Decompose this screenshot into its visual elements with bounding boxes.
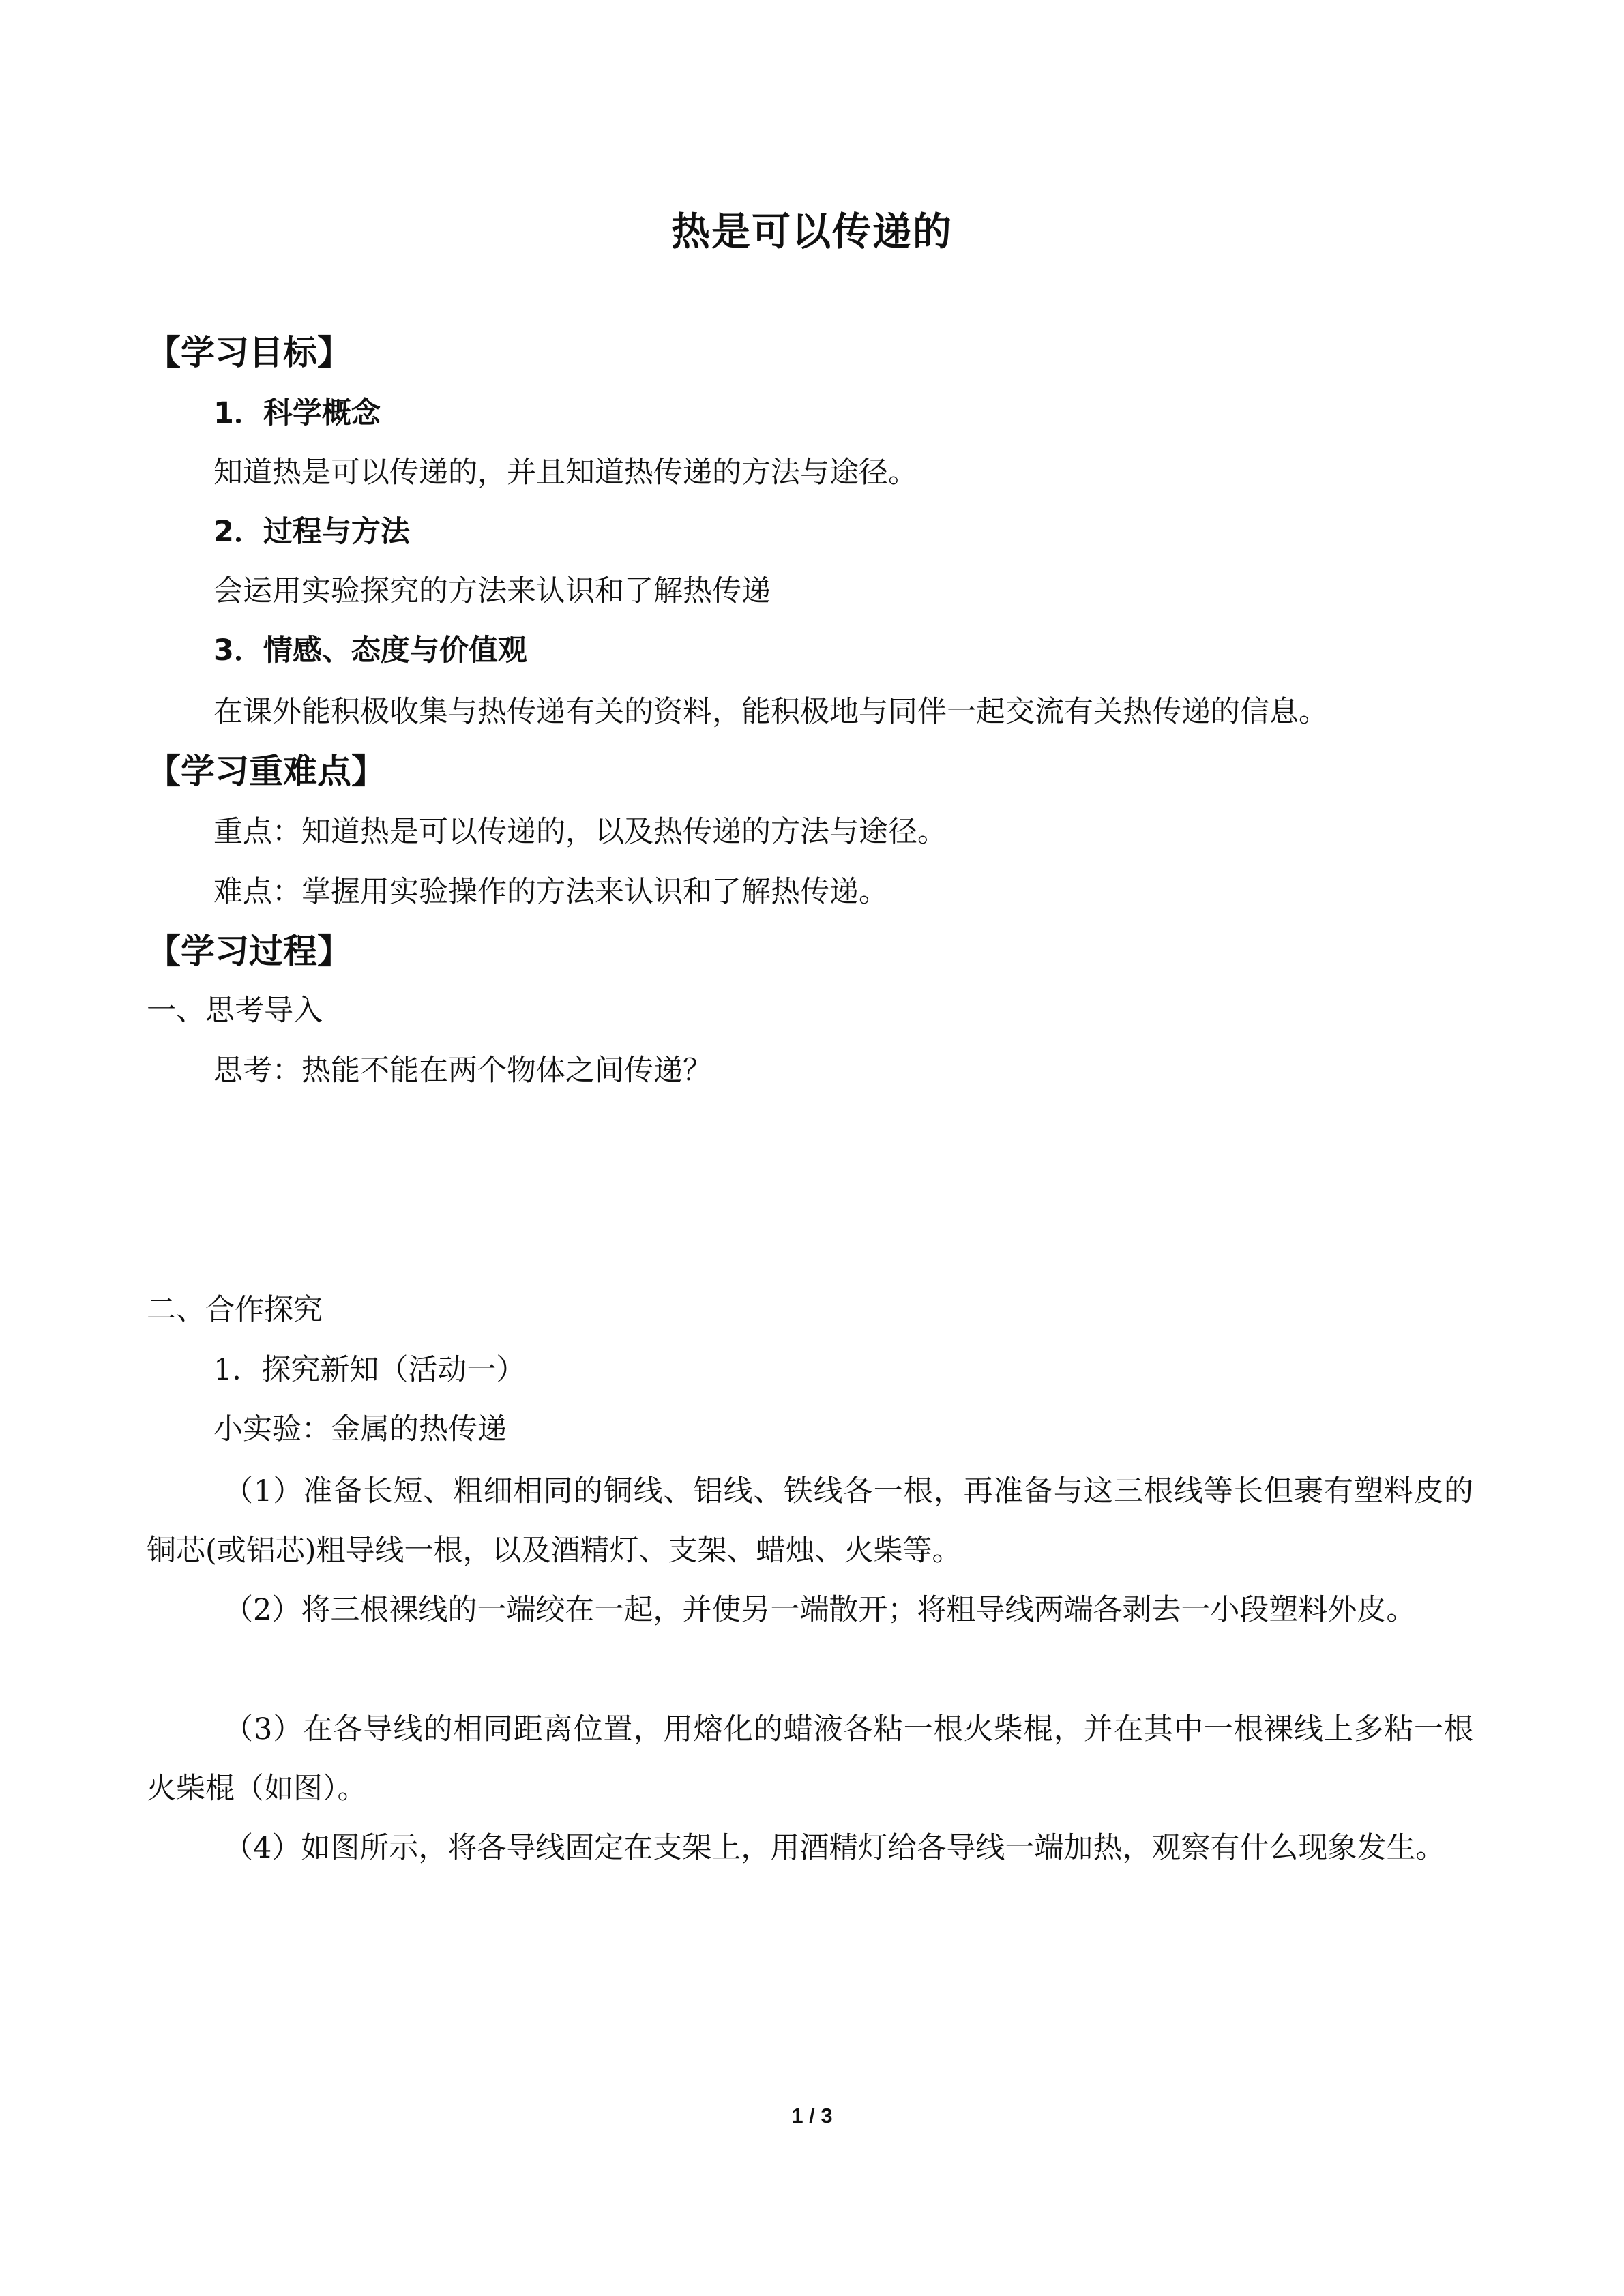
section-heading-goals: 【学习目标】	[147, 333, 351, 372]
experiment-step-2: （2）将三根裸线的一端绞在一起，并使另一端散开；将粗导线两端各剥去一小段塑料外皮。	[224, 1593, 1416, 1627]
process-part1-question: 思考：热能不能在两个物体之间传递？	[213, 1054, 712, 1088]
goal-text-values: 在课外能积极收集与热传递有关的资料，能积极地与同伴一起交流有关热传递的信息。	[213, 695, 1328, 729]
goal-label-values: 3．情感、态度与价值观	[213, 633, 527, 668]
key-point-difficulty: 难点：掌握用实验操作的方法来认识和了解热传递。	[213, 875, 888, 909]
section-heading-process: 【学习过程】	[147, 931, 351, 971]
page-number: 1 / 3	[791, 2104, 833, 2128]
process-part2-title: 二、合作探究	[147, 1293, 323, 1327]
process-part1-title: 一、思考导入	[147, 994, 323, 1028]
goal-label-method: 2．过程与方法	[213, 515, 410, 549]
goal-label-concept: 1．科学概念	[213, 396, 381, 430]
experiment-step-3: （3）在各导线的相同距离位置，用熔化的蜡液各粘一根火柴棍，并在其中一根裸线上多粘一根火柴棍（如图）。	[147, 1712, 1473, 1806]
document-title: 热是可以传递的	[671, 209, 953, 254]
experiment-step-4: （4）如图所示，将各导线固定在支架上，用酒精灯给各导线一端加热，观察有什么现象发生。	[224, 1831, 1445, 1865]
key-point-focus: 重点：知道热是可以传递的，以及热传递的方法与途径。	[213, 815, 947, 849]
goal-text-concept: 知道热是可以传递的，并且知道热传递的方法与途径。	[213, 456, 917, 490]
section-heading-key-points: 【学习重难点】	[147, 751, 385, 791]
process-part2-experiment: 小实验：金属的热传递	[213, 1412, 507, 1446]
process-part2-activity: 1．探究新知（活动一）	[213, 1353, 526, 1387]
experiment-step-1: （1）准备长短、粗细相同的铜线、铝线、铁线各一根，再准备与这三根线等长但裹有塑料皮的铜芯(或铝芯)粗导线一根，以及酒精灯、支架、蜡烛、火柴等。	[147, 1474, 1473, 1568]
goal-text-method: 会运用实验探究的方法来认识和了解热传递	[213, 574, 771, 608]
